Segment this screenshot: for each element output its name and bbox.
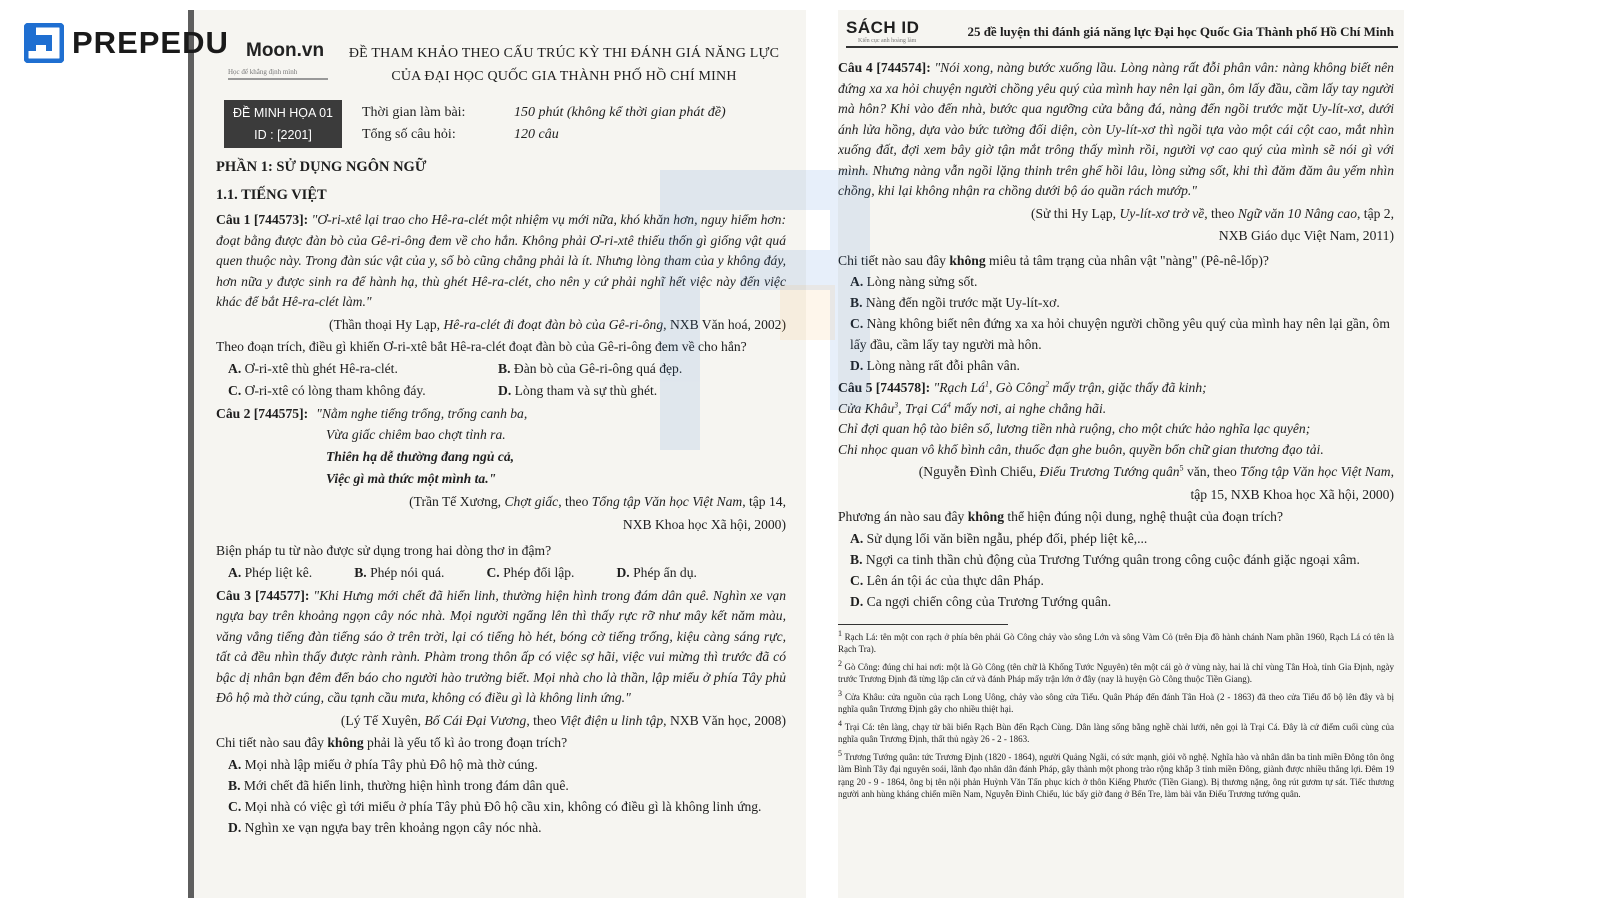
source-book: Ngữ văn 10 Nâng cao xyxy=(1237,205,1357,221)
stem-part: miêu tả tâm trạng của nhân vật "nàng" (Pê-nê-lốp)? xyxy=(985,252,1269,268)
book-header xyxy=(846,16,1398,48)
question-number: Câu 4 [744574]: xyxy=(838,60,931,75)
footnote-text: Gò Công: đúng chỉ hai nơi: một là Gò Công (tên chữ là Khống Tước Nguyên) tên một cái gò ở vùng này, hai là chỉ vùng Tân Hoà, tỉnh Gia Định, ngày trước Trương Định đã từng lập căn cứ và đánh Pháp mấy trận lớn ở đây (nay là huyện Gò Công thuộc Tiền Giang). xyxy=(838,661,1394,684)
left-body xyxy=(216,152,786,838)
passage: "Nói xong, nàng bước xuống lầu. Lòng nàng rất đỗi phân vân: nàng không biết nên đứng xa xa hỏi chuyện người chồng yêu quý của mình hay nên lại gần, ôm lấy đầu, cầm lấy tay người mà hôn? Khi vào đến nhà, bước qua ngưỡng cửa bằng đá, nàng đến ngồi trước mặt Uy-lít-xơ, dưới ánh lửa hồng, dựa vào bức tường đối diện, còn Uy-lít-xơ thì ngồi tựa vào một cái cột cao, mắt nhìn xuống đất, đợi xem bây giờ tận mắt trông thấy mình rồi, người vợ cao quý của mình sẽ nói gì với mình. Nhưng nàng vẫn ngồi lặng thinh trên ghế hồi lâu, lòng sửng sốt, khi thì đăm đăm âu yếm nhìn chồng, khi lại không nhận ra chồng dưới bộ áo quần rách mướp." xyxy=(838,60,1394,198)
source-part: , theo xyxy=(526,712,560,728)
option-text: Ơ-ri-xtê thù ghét Hê-ra-clét. xyxy=(244,360,398,376)
footnote-text: Trương Tướng quân: tức Trương Định (1820 - 1864), người Quảng Ngãi, có sức mạnh, giỏi võ nghệ. Nghĩa hào và nhân dân ba tỉnh miền Đông tôn ông làm Bình Tây đại nguyên soái, lãnh đạo nhân dân đánh Pháp, gây thành một phong trào rộng khắp 3 tỉnh miền Đông, giành được nhiều thắng lợi. Đêm 19 rạng 20 - 9 - 1864, ông bị tên nội phản Huỳnh Văn Tấn phục kích ở thôn Kiểng Phước (Tiền Giang). Bị thương nặng, ông rút gươm tự sát. Tiếc thương người anh hùng kháng chiến miền Nam, Nguyễn Đình Chiểu, lúc bấy giờ đang ở Bến Tre, làm bài văn Điếu Trương tướng quân. xyxy=(838,751,1394,799)
passage: "Khi Hưng mới chết đã hiển linh, thường hiện hình trong đám dân quê. Nghìn xe vạn ngựa bay trên khoảng ngọn cây nóc nhà. Mọi người ngẩng lên thì thấy rực rỡ như mây kết năm màu, văng vẳng tiếng đàn tiếng sáo ở trên trời, lại có tiếng hò hét, bóng cờ tiếng trống, kiệu càng sáng rực, tất cả đều nhìn thấy được rành rành. Phàm trong thôn ấp có việc sợ hãi, việc vui mừng thì trước đã có bậc dị nhân bạn đêm đến báo cho người hào trưởng biết. Mọi nhà cho là thần, lập miếu ở phía Tây phủ Đô hộ mà thờ cúng, cầu tạnh cầu mưa, không có điều gì là không linh ứng." xyxy=(216,587,786,705)
source-line-2: tập 15, NXB Khoa học Xã hội, 2000) xyxy=(1190,486,1394,502)
exam-meta xyxy=(362,102,726,146)
verse-line-4: Chi nhọc quan vô khố bình cân, thuốc đạn ghe buôn, quyền bổn chữ gian thương đạo tải. xyxy=(838,441,1324,457)
exam-title-line-1: ĐỀ THAM KHẢO THEO CẤU TRÚC KỲ THI ĐÁNH GIÁ NĂNG LỰC xyxy=(348,46,780,61)
exam-id-badge xyxy=(224,100,342,148)
stem-part: thể hiện đúng nội dung, nghệ thuật của đoạn trích? xyxy=(1004,509,1283,524)
option-c[interactable]: C. Phép đối lập. xyxy=(486,564,575,580)
options xyxy=(228,562,786,584)
verse-part: Cửa Khâu xyxy=(838,400,895,416)
prepedu-logo-icon xyxy=(24,23,64,63)
option-a[interactable]: A. Lòng nàng sửng sốt. xyxy=(850,274,978,289)
source-book: Tổng tập Văn học Việt Nam xyxy=(591,494,743,509)
option-a[interactable]: A. Ơ-ri-xtê thù ghét Hê-ra-clét. xyxy=(228,360,398,376)
option-text: Ngợi ca tinh thần chủ động của Trương Tướng quân trong công cuộc đánh giặc ngoại xâm. xyxy=(865,551,1360,567)
option-d[interactable]: D. Lòng nàng rất đỗi phân vân. xyxy=(850,358,1020,373)
source-part: (Nguyễn Đình Chiểu, xyxy=(918,464,1040,479)
source xyxy=(216,315,786,336)
source-title: Bố Cái Đại Vương xyxy=(424,712,527,728)
question-stem xyxy=(838,251,1394,272)
sach-id-tagline: Kiến cục anh hoàng làm xyxy=(858,38,917,44)
option-text: Mới chết đã hiển linh, thường hiện hình trong đám dân quê. xyxy=(243,777,569,793)
question-number: Câu 2 [744575]: xyxy=(216,405,309,421)
option-d[interactable]: D. Nghìn xe vạn ngựa bay trên khoảng ngọn cây nóc nhà. xyxy=(228,819,542,835)
source-part: (Thần thoại Hy Lạp, xyxy=(329,316,444,332)
source xyxy=(216,492,786,513)
source-title: Chợt giấc xyxy=(504,494,559,509)
option-b[interactable]: B. Nàng đến ngồi trước mặt Uy-lít-xơ. xyxy=(850,295,1060,310)
stem-part: Phương án nào sau đây xyxy=(838,509,968,524)
source-part: (Sử thi Hy Lạp, xyxy=(1030,205,1120,221)
source-part: , theo xyxy=(558,494,592,509)
source-book: Việt điện u linh tập xyxy=(559,712,664,728)
verse-line-2: Cửa Khâu$^3$, Trại $Cá^4$ mấy nơi, ai nghe chẳng hãi. xyxy=(838,399,1107,416)
exam-label: ĐỀ MINH HỌA 01 xyxy=(232,106,334,120)
book-title: 25 đề luyện thi đánh giá năng lực Đại học Quốc Gia Thành phố Hồ Chí Minh xyxy=(967,24,1394,39)
time-label: Thời gian làm bài: xyxy=(362,105,466,120)
option-a[interactable]: A. Phép liệt kê. xyxy=(228,564,313,580)
stem-part: Chi tiết nào sau đây xyxy=(838,252,950,268)
footnote xyxy=(838,718,1394,746)
question-number: Câu 3 [744577]: xyxy=(216,587,310,603)
question-2 xyxy=(216,404,786,425)
verse-line-1: "Rạch $Lá^1$, Gò Công$^2$ mấy trận, giặc thấy đã kinh; xyxy=(933,379,1207,395)
option-c[interactable]: C. Mọi nhà có việc gì tới miếu ở phía Tây phủ Đô hộ cầu xin, không có điều gì là không linh ứng. xyxy=(228,798,762,814)
poem-line-1: "Nằm nghe tiếng trống, trống canh ba, xyxy=(316,405,528,421)
option-text: Đàn bò của Gê-ri-ông quá đẹp. xyxy=(513,360,683,376)
poem xyxy=(326,424,786,490)
footnote-number: 5 xyxy=(838,748,842,758)
option-text: Phép ẩn dụ. xyxy=(633,564,697,580)
exam-page-right xyxy=(838,10,1404,898)
option-b[interactable]: B. Phép nói quá. xyxy=(354,564,445,580)
question-stem xyxy=(838,507,1394,528)
option-c[interactable]: C. Lên án tội ác của thực dân Pháp. xyxy=(850,572,1044,588)
section-heading: 1.1. TIẾNG VIỆT xyxy=(216,187,327,203)
poem-line-4: Việc gì mà thức một mình ta." xyxy=(326,471,497,486)
source: (Nguyễn Đình Chiểu, Điếu Trương Tướng quân$^5$ văn, theo Tổng tập Văn học Việt Nam, xyxy=(918,463,1394,479)
source-line-2: NXB Giáo dục Việt Nam, 2011) xyxy=(1218,228,1394,243)
footnote-text: Rạch Lá: tên một con rạch ở phía bên phải Gò Công chảy vào sông Lớn và sông Vàm Cỏ (trên Địa đồ hành chánh Nam phần 1960, Rạch Lá có tên là Rạch Tra). xyxy=(838,631,1394,654)
option-b[interactable]: B. Đàn bò của Gê-ri-ông quá đẹp. xyxy=(498,360,683,376)
source-part: (Lý Tế Xuyên, xyxy=(340,712,425,728)
count-label: Tổng số câu hỏi: xyxy=(362,127,456,142)
option-text: Lòng tham và sự thù ghét. xyxy=(514,382,658,398)
source xyxy=(838,204,1394,225)
question-stem: Biện pháp tu từ nào được sử dụng trong hai dòng thơ in đậm? xyxy=(216,543,552,558)
question-4 xyxy=(838,58,1394,202)
moon-logo-name: Moon.vn xyxy=(246,40,325,61)
option-text: Lòng nàng sửng sốt. xyxy=(866,274,978,289)
question-number: Câu 5 [744578]: xyxy=(838,380,931,395)
question-number: Câu 1 [744573]: xyxy=(216,212,309,227)
source-part: , tập 2, xyxy=(1357,205,1394,221)
option-text: Nghìn xe vạn ngựa bay trên khoảng ngọn cây nóc nhà. xyxy=(244,819,542,835)
brand-name: PREPEDU xyxy=(72,25,229,60)
stem-part: Chi tiết nào sau đây xyxy=(216,735,328,750)
footnote-number: 3 xyxy=(838,688,842,698)
moon-logo xyxy=(224,40,328,84)
footnote-number: 4 xyxy=(838,718,842,728)
stem-emphasis: không xyxy=(949,252,986,268)
option-text: Phép đối lập. xyxy=(503,564,575,580)
source-line-2: NXB Khoa học Xã hội, 2000) xyxy=(622,516,786,532)
footnote-number: 1 xyxy=(838,628,842,638)
exam-page-left xyxy=(188,10,806,898)
verse-part: "Rạch Lá xyxy=(933,380,985,395)
poem-line-2: Vừa giấc chiêm bao chợt tỉnh ra. xyxy=(326,427,506,442)
footnotes xyxy=(838,628,1395,801)
logo-underline xyxy=(228,78,328,80)
option-a[interactable]: A. Mọi nhà lập miếu ở phía Tây phủ Đô hộ mà thờ cúng. xyxy=(228,756,538,772)
question-5 xyxy=(838,378,1394,399)
source-title: Điếu Trương Tướng quân xyxy=(1039,464,1180,479)
source-part: , NXB Văn học, 2008) xyxy=(663,712,786,728)
question-1 xyxy=(216,210,786,313)
question-stem xyxy=(216,733,786,754)
option-d[interactable]: D. Phép ẩn dụ. xyxy=(616,564,697,580)
footnote xyxy=(838,658,1394,686)
verse-part: mấy nơi, ai nghe chẳng hãi. xyxy=(950,400,1107,416)
option-text: Sử dụng lối văn biền ngẫu, phép đối, phép liệt kê,... xyxy=(866,530,1148,546)
brand-logo xyxy=(24,22,229,64)
source-part: văn, theo xyxy=(1183,464,1241,479)
footnote-number: 2 xyxy=(838,658,842,668)
option-text: Nàng không biết nên đứng xa xa hỏi chuyện người chồng yêu quý của mình hay nên lại gần, ôm lấy đầu, cầm lấy tay người mà hôn. xyxy=(850,316,1390,352)
option-b[interactable]: B. Mới chết đã hiển linh, thường hiện hình trong đám dân quê. xyxy=(228,777,569,793)
footnote-text: Cửa Khâu: cửa nguồn của rạch Long Uông, chảy vào sông cửa Tiểu. Quân Pháp đến đánh Tân Hoà (2 - 1863) đã theo cửa Tiểu đổ bộ lên đây và bị nghĩa quân Trương Định gây cho nhiều thiệt hại. xyxy=(838,691,1395,714)
poem-line-3: Thiên hạ dễ thường đang ngủ cả, xyxy=(326,449,515,464)
source-title: Hê-ra-clét đi đoạt đàn bò của Gê-ri-ông xyxy=(443,316,664,332)
option-b[interactable]: B. Ngợi ca tinh thần chủ động của Trương Tướng quân trong công cuộc đánh giặc ngoại xâm. xyxy=(850,551,1360,567)
exam-title-line-2: CỦA ĐẠI HỌC QUỐC GIA THÀNH PHỐ HỒ CHÍ MINH xyxy=(391,69,737,84)
stem-emphasis: không xyxy=(967,509,1004,524)
option-text: Mọi nhà có việc gì tới miếu ở phía Tây phủ Đô hộ cầu xin, không có điều gì là không linh ứng. xyxy=(244,798,762,814)
stem-emphasis: không xyxy=(327,735,364,750)
option-text: Ơ-ri-xtê có lòng tham không đáy. xyxy=(244,382,426,398)
verse-line-3: Chỉ đợi quan hộ tào biên sổ, lương tiền nhà ruộng, cho một chức hảo nghĩa lạc quyên; xyxy=(838,421,1311,436)
option-d[interactable]: D. Lòng tham và sự thù ghét. xyxy=(498,382,658,398)
exam-header xyxy=(216,32,796,142)
source-part: , theo xyxy=(1204,205,1238,221)
footnote xyxy=(838,748,1394,801)
source-part: , tập 14, xyxy=(742,494,786,509)
question-stem: Theo đoạn trích, điều gì khiến Ơ-ri-xtê bắt Hê-ra-clét đoạt đàn bò của Gê-ri-ông đem về cho hắn? xyxy=(216,339,747,354)
option-text: Mọi nhà lập miếu ở phía Tây phủ Đô hộ mà thờ cúng. xyxy=(244,756,538,772)
source-book: Tổng tập Văn học Việt Nam xyxy=(1240,464,1391,479)
option-d[interactable]: D. Ca ngợi chiến công của Trương Tướng quân. xyxy=(850,593,1112,609)
option-text: Lòng nàng rất đỗi phân vân. xyxy=(866,358,1020,373)
option-text: Ca ngợi chiến công của Trương Tướng quân. xyxy=(866,593,1112,609)
footnote-divider xyxy=(838,624,1008,625)
footnote-text: Trại Cá: tên làng, chạy từ bãi biển Rạch Bùn đến Rạch Cùng. Dân làng sống bằng nghề chài lưới, nên gọi là Trại Cá. Đây là cứ điểm cuối cùng của nghĩa quân Trương Định, thất thủ ngày 26 - 2 - 1863. xyxy=(838,721,1394,744)
source xyxy=(216,711,786,732)
stem-part: phải là yếu tố kì ảo trong đoạn trích? xyxy=(363,735,568,750)
sach-id-logo: SÁCH ID xyxy=(846,18,920,37)
source-part: , xyxy=(1390,464,1394,479)
moon-logo-tagline: Học để khẳng định mình xyxy=(228,68,298,76)
source-part: , NXB Văn hoá, 2002) xyxy=(663,316,786,332)
part-heading: PHẦN 1: SỬ DỤNG NGÔN NGỮ xyxy=(216,159,427,175)
exam-title xyxy=(334,42,794,88)
option-text: Nàng đến ngồi trước mặt Uy-lít-xơ. xyxy=(865,295,1060,310)
question-3 xyxy=(216,586,786,709)
verse-part: , Gò Công xyxy=(988,380,1046,395)
option-c[interactable]: C. Nàng không biết nên đứng xa xa hỏi chuyện người chồng yêu quý của mình hay nên lại gần, ôm lấy đầu, cầm lấy tay người mà hôn. xyxy=(850,316,1390,352)
source-part: (Trần Tế Xương, xyxy=(409,494,505,509)
count-value: 120 câu xyxy=(514,127,559,142)
option-text: Phép liệt kê. xyxy=(244,564,313,580)
verse-part: , Trại Cá xyxy=(898,400,947,416)
option-c[interactable]: C. Ơ-ri-xtê có lòng tham không đáy. xyxy=(228,382,426,398)
passage: "Ơ-ri-xtê lại trao cho Hê-ra-clét một nhiệm vụ mới nữa, khó khăn hơn, nguy hiểm hơn: đoạt bằng được đàn bò của Gê-ri-ông đem về cho hắn. Không phải Ơ-ri-xtê thiếu thốn gì giống vật quá quen thuộc này. Trong đàn súc vật của y, số bò cũng chẳng phải là ít. Nhưng lòng tham của y không đáy, hơn nữa y được sinh ra để hành hạ, thù ghét Hê-ra-clét, cho nên y cứ phải nghĩ hết việc này đến việc khác để bắt Hê-ra-clét làm." xyxy=(216,212,786,309)
option-text: Phép nói quá. xyxy=(370,564,445,580)
verse-part: mấy trận, giặc thấy đã kinh; xyxy=(1049,380,1207,395)
options xyxy=(228,358,786,402)
right-body xyxy=(838,56,1394,806)
time-value: 150 phút (không kể thời gian phát đề) xyxy=(514,105,726,120)
footnote xyxy=(838,628,1394,656)
source-title: Uy-lít-xơ trở về xyxy=(1119,205,1205,221)
option-a[interactable]: A. Sử dụng lối văn biền ngẫu, phép đối, phép liệt kê,... xyxy=(850,530,1148,546)
option-text: Lên án tội ác của thực dân Pháp. xyxy=(866,572,1044,588)
exam-id: ID : [2201] xyxy=(254,128,312,142)
footnote xyxy=(838,688,1395,716)
